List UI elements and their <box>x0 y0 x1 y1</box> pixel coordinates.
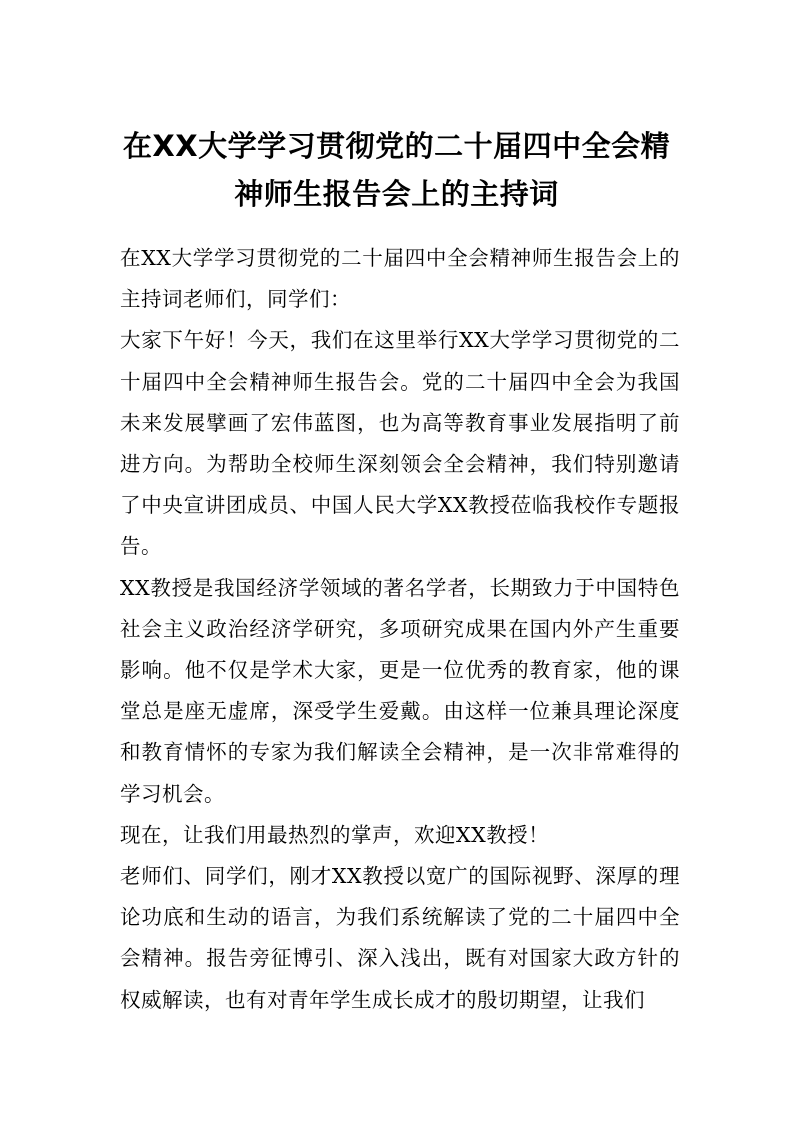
paragraph-opening: 大家下午好！今天，我们在这里举行XX大学学习贯彻党的二十届四中全会精神师生报告会。党的二十届四中全会为我国未来发展擘画了宏伟蓝图，也为高等教育事业发展指明了前进方向。为帮助全校师生深刻领会全会精神，我们特别邀请了中央宣讲团成员、中国人民大学XX教授莅临我校作专题报告。 <box>120 328 680 559</box>
document-title: 在XX大学学习贯彻党的二十届四中全会精神师生报告会上的主持词 <box>122 129 671 211</box>
paragraph-greeting: 在XX大学学习贯彻党的二十届四中全会精神师生报告会上的主持词老师们，同学们： <box>120 246 680 312</box>
paragraph-summary: 老师们、同学们，刚才XX教授以宽广的国际视野、深厚的理论功底和生动的语言，为我们系统解读了党的二十届四中全会精神。报告旁征博引、深入浅出，既有对国家大政方针的权威解读，也有对青年学生成长成才的殷切期望，让我们 <box>120 864 680 1012</box>
document-body <box>120 238 680 1021</box>
paragraph-speaker-intro: XX教授是我国经济学领域的著名学者，长期致力于中国特色社会主义政治经济学研究，多项研究成果在国内外产生重要影响。他不仅是学术大家，更是一位优秀的教育家，他的课堂总是座无虚席，深受学生爱戴。由这样一位兼具理论深度和教育情怀的专家为我们解读全会精神，是一次非常难得的学习机会。 <box>120 575 680 806</box>
paragraph-welcome: 现在，让我们用最热烈的掌声，欢迎XX教授！ <box>120 822 550 847</box>
